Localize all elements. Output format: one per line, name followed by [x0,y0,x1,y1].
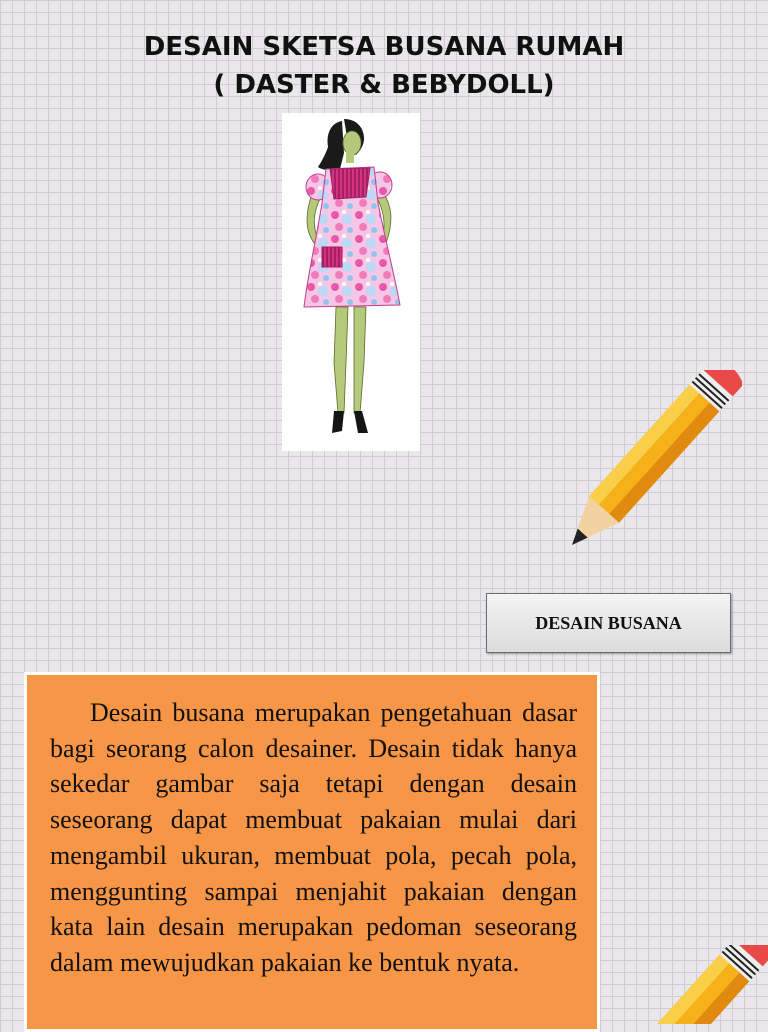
pencil-icon [562,370,742,555]
description-panel [24,672,600,1032]
desain-busana-label [486,593,731,653]
description-text: Desain busana merupakan pengetahuan dasar bagi seorang calon desainer. Desain tidak hanya sekedar gambar saja tetapi dengan desain seseorang dapat membuat pakaian mulai dari mengambil ukuran, membuat pola, pecah pola, menggunting sampai menjahit pakaian dengan kata lain desain merupakan pedoman seseorang dalam mewujudkan pakaian ke bentuk nyata. [50,698,577,977]
dress-figure-icon [282,113,420,451]
fashion-sketch-illustration [282,113,420,451]
title-line-1: DESAIN SKETSA BUSANA RUMAH [143,32,625,62]
page-title [0,28,768,104]
title-line-2: ( DASTER & BEBYDOLL) [213,70,555,100]
label-text: DESAIN BUSANA [535,612,682,633]
pencil-icon [612,945,768,1024]
